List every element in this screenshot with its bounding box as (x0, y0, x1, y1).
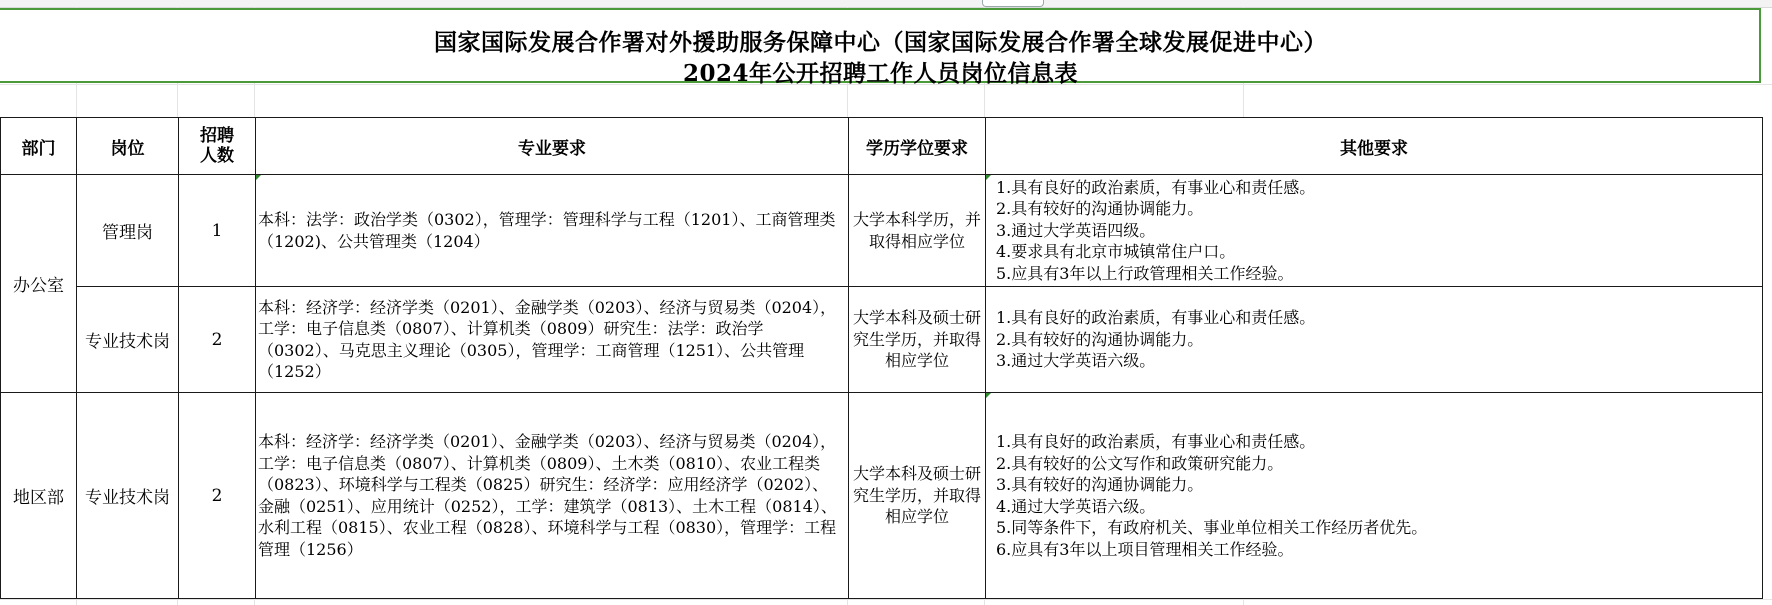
title-line-1: 国家国际发展合作署对外援助服务保障中心（国家国际发展合作署全球发展促进中心） (434, 29, 1327, 56)
header-post[interactable]: 岗位 (77, 118, 179, 175)
other-req-line: 2.具有较好的公文写作和政策研究能力。 (996, 453, 1284, 473)
other-req-line: 3.具有较好的沟通协调能力。 (996, 475, 1204, 494)
column-header-strip (0, 0, 1772, 8)
column-resize-handle[interactable] (982, 0, 1044, 7)
other-req-line: 1.具有良好的政治素质，有事业心和责任感。 (996, 177, 1316, 197)
header-count[interactable] (179, 118, 256, 175)
cell-post[interactable]: 管理岗 (77, 175, 179, 287)
cell-count[interactable]: 2 (179, 393, 256, 599)
cell-degree[interactable]: 大学本科及硕士研究生学历，并取得相应学位 (849, 287, 986, 393)
grid-line (0, 599, 1772, 600)
other-req-line: 5.同等条件下，有政府机关、事业单位相关工作经历者优先。 (996, 518, 1428, 537)
other-req-line: 4.通过大学英语六级。 (996, 496, 1156, 516)
cell-other[interactable] (986, 393, 1763, 599)
title-cell[interactable] (0, 8, 1761, 87)
table-row (1, 175, 1763, 287)
header-degree[interactable]: 学历学位要求 (849, 118, 986, 175)
header-count-label: 招聘人数 (200, 126, 234, 166)
cell-other[interactable] (986, 287, 1763, 393)
other-req-line: 1.具有良好的政治素质，有事业心和责任感。 (996, 308, 1316, 328)
cell-post[interactable]: 专业技术岗 (77, 287, 179, 393)
cell-count[interactable]: 1 (179, 175, 256, 287)
other-req-line: 5.应具有3年以上行政管理相关工作经验。 (996, 263, 1294, 283)
other-req-line: 3.通过大学英语四级。 (996, 220, 1156, 240)
header-other[interactable]: 其他要求 (986, 118, 1763, 175)
other-req-line: 2.具有较好的沟通协调能力。 (996, 329, 1204, 349)
cell-other[interactable] (986, 175, 1763, 287)
table-row (1, 393, 1763, 599)
title-line-2: 2024年公开招聘工作人员岗位信息表 (682, 60, 1078, 87)
cell-degree[interactable]: 大学本科学历，并取得相应学位 (849, 175, 986, 287)
other-req-line: 3.通过大学英语六级。 (996, 351, 1156, 371)
other-req-line: 1.具有良好的政治素质，有事业心和责任感。 (996, 432, 1316, 451)
cell-dept[interactable]: 地区部 (1, 393, 77, 599)
cell-major[interactable]: 本科：经济学：经济学类（0201）、金融学类（0203）、经济与贸易类（0204），工学：电子信息类（0807）、计算机类（0809）研究生：法学：政治学（0302）、马克思主义理论（0305），管理学：工商管理（1251）、公共管理（1252） (256, 287, 849, 393)
table-header-row (1, 118, 1763, 175)
table-row (1, 287, 1763, 393)
cell-major[interactable]: 本科：经济学：经济学类（0201）、金融学类（0203）、经济与贸易类（0204），工学：电子信息类（0807）、计算机类（0809）、土木类（0810）、农业工程类（0823）、环境科学与工程类（0825）研究生：经济学：应用经济学（0202）、金融（0251）、应用统计（0252），工学：建筑学（0813）、土木工程（0814）、水利工程（0815）、农业工程（0828）、环境科学与工程（0830），管理学：工程管理（1256） (256, 393, 849, 599)
job-info-table (0, 117, 1763, 599)
cell-major[interactable]: 本科：法学：政治学类（0302），管理学：管理科学与工程（1201）、工商管理类（1202)、公共管理类（1204） (256, 175, 849, 287)
cell-degree[interactable]: 大学本科及硕士研究生学历，并取得相应学位 (849, 393, 986, 599)
cell-dept[interactable]: 办公室 (1, 175, 77, 393)
header-dept[interactable]: 部门 (1, 118, 77, 175)
other-req-line: 2.具有较好的沟通协调能力。 (996, 199, 1204, 219)
other-req-line: 6.应具有3年以上项目管理相关工作经验。 (996, 539, 1294, 559)
other-req-line: 4.要求具有北京市城镇常住户口。 (996, 242, 1236, 262)
header-major[interactable]: 专业要求 (256, 118, 849, 175)
cell-count[interactable]: 2 (179, 287, 256, 393)
cell-post[interactable]: 专业技术岗 (77, 393, 179, 599)
